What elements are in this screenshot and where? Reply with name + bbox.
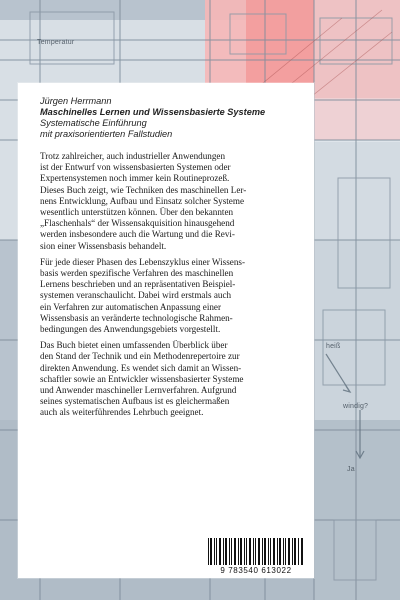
description-paragraph-3: Das Buch bietet einen umfassenden Überblick über den Stand der Technik und ein Methodenrepertoire zur direkten Anwendung. Es wendet sich damit an Wissen- schaftler sowie an Entwickler wissensbasierter Systeme und Anwender maschineller Lernverfahren. Aufgrund seines systematischen Aufbaus ist es gleichermaßen auch als weiterführendes Lehrbuch geeignet.: [40, 340, 244, 418]
back-cover-panel: [18, 83, 314, 578]
author-name: Jürgen Herrmann: [40, 96, 112, 106]
book-subtitle: Systematische Einführung: [40, 118, 147, 128]
book-subtitle-2: mit praxisorientierten Fallstudien: [40, 129, 173, 139]
background-label-heiss: heiß: [326, 343, 341, 350]
book-header: [40, 96, 308, 140]
background-label-temperatur: Temperatur: [37, 39, 75, 46]
book-description: [40, 151, 306, 424]
book-title: Maschinelles Lernen und Wissensbasierte Systeme: [40, 107, 266, 117]
description-paragraph-2: Für jede dieser Phasen des Lebenszyklus einer Wissens- basis werden spezifische Verfahren des maschinellen Lernens beschrieben und an repräsentativen Beispiel- systemen veranschaulicht. Dabei wird erstmals auch ein Verfahren zur automatischen Anpassung einer Wissensbasis an veränderte technologische Rahmen- bedingungen des Anwendungsgebiets vorgestellt.: [40, 256, 245, 335]
barcode-number: 9 783540 613022: [220, 566, 292, 575]
background-label-ja: Ja: [347, 466, 355, 473]
right-light-strip: [314, 0, 400, 142]
background-label-windig: windig?: [343, 403, 369, 410]
description-paragraph-1: Trotz zahlreicher, auch industrieller Anwendungen ist der Entwurf von wissensbasierten Systemen oder Expertensystemen noch immer kein Routineprozeß. Dieses Buch zeigt, wie Techniken des maschinellen Ler- nens Entwicklung, Aufbau und Einsatz solcher Systeme wesentlich unterstützen können. Über den bekannten „Flaschenhals“ der Wissensakquisition hinausgehend werden insbesondere auch die Wartung und die Revi- sion einer Wissensbasis behandelt.: [40, 151, 247, 251]
